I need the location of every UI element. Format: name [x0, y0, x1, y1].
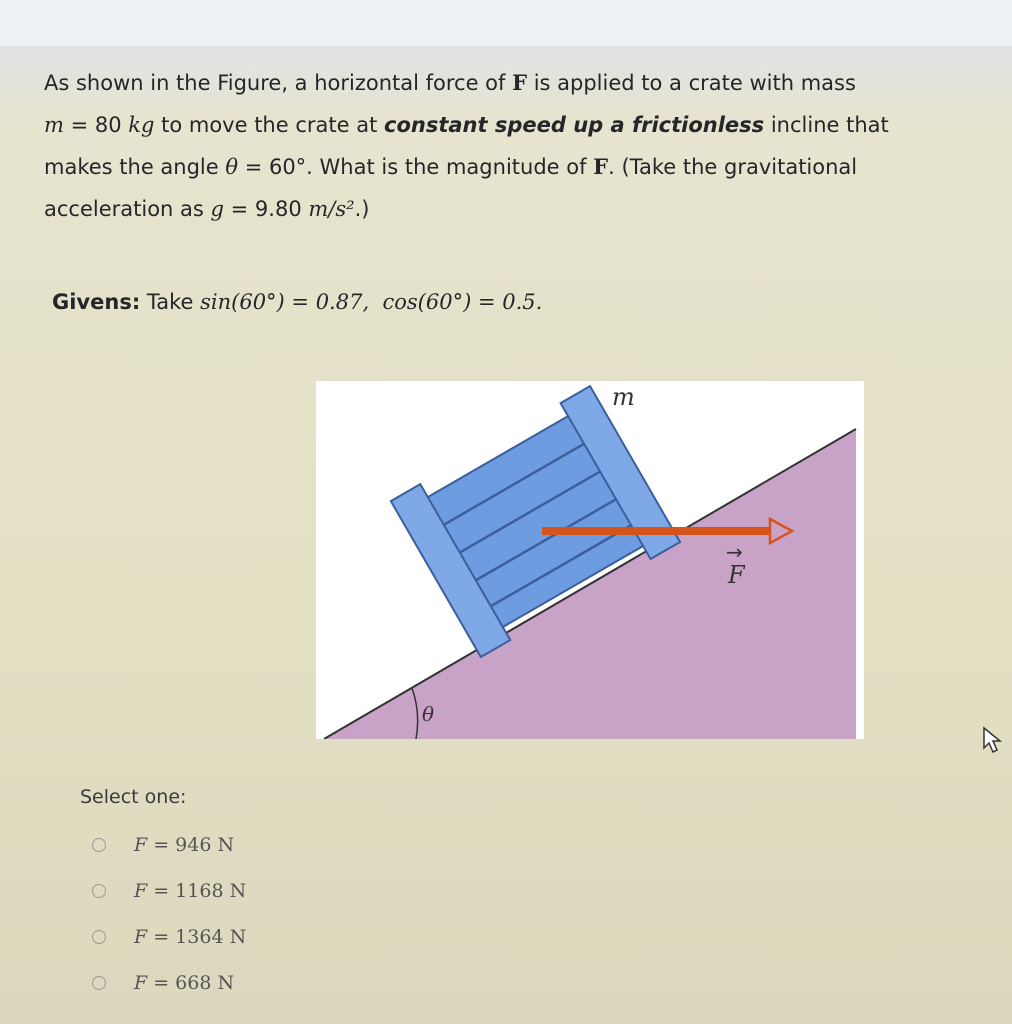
emphasis-text: constant speed up a frictionless [384, 113, 765, 137]
radio-button[interactable] [92, 976, 106, 990]
answer-options [92, 822, 246, 1006]
radio-button[interactable] [92, 838, 106, 852]
answer-option-2[interactable]: F = 1168 N [92, 868, 246, 914]
force-arrow-accent: → [726, 540, 743, 564]
angle-label: θ [422, 702, 435, 726]
incline-figure [316, 381, 864, 739]
question-line-1: As shown in the Figure, a horizontal force of F is applied to a crate with mass [44, 70, 856, 95]
radio-button[interactable] [92, 930, 106, 944]
cos-value: cos(60°) = 0.5. [382, 290, 543, 314]
radio-button[interactable] [92, 884, 106, 898]
answer-option-4[interactable]: F = 668 N [92, 960, 246, 1006]
answer-option-3[interactable]: F = 1364 N [92, 914, 246, 960]
mass-symbol: m [44, 113, 64, 137]
force-label: F [728, 561, 745, 589]
top-bar [0, 0, 1012, 46]
sin-value: sin(60°) = 0.87, [200, 290, 370, 314]
select-one-label: Select one: [80, 786, 187, 808]
givens-label: Givens: [52, 290, 141, 314]
force-symbol: F [512, 70, 528, 95]
answer-option-1[interactable]: F = 946 N [92, 822, 246, 868]
question-line-2: m = 80 kg to move the crate at constant speed up a frictionless incline that [44, 113, 889, 137]
question-text [44, 62, 944, 230]
givens: Givens: Take sin(60°) = 0.87, cos(60°) = 0.5. [52, 290, 543, 314]
question-line-3: makes the angle θ = 60°. What is the magnitude of F. (Take the gravitational [44, 154, 858, 179]
mass-label: m [612, 383, 635, 411]
mouse-pointer-icon [982, 726, 1004, 754]
question-line-4: acceleration as g = 9.80 m/s².) [44, 197, 370, 221]
